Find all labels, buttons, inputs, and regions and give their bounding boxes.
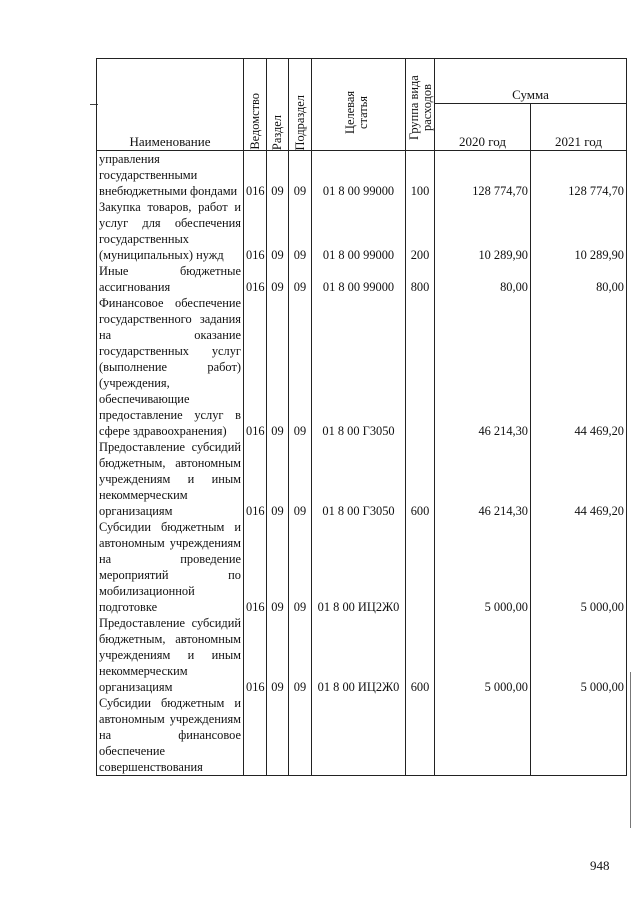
cell-group (406, 519, 435, 615)
cell-target: 01 8 00 ИЦ2Ж0 (312, 615, 406, 695)
cell-podrazdel: 09 (289, 199, 312, 263)
cell-name: Закупка товаров, работ и услуг для обеспечения государственных (муниципальных) нужд (97, 199, 244, 263)
margin-line (630, 672, 631, 828)
cell-sum-2020 (435, 695, 531, 776)
header-group-label: Группа вида расходов (407, 75, 434, 141)
cell-target: 01 8 00 99000 (312, 199, 406, 263)
cell-vedomstvo: 016 (244, 263, 267, 295)
table-row (97, 263, 627, 295)
cell-podrazdel: 09 (289, 295, 312, 439)
cell-target: 01 8 00 99000 (312, 263, 406, 295)
cell-name: Предоставление субсидий бюджетным, автономным учреждениям и иным некоммерческим организациям (97, 615, 244, 695)
cell-sum-2021: 44 469,20 (531, 295, 627, 439)
cell-group: 600 (406, 615, 435, 695)
table-row (97, 151, 627, 200)
table-row (97, 439, 627, 519)
cell-razdel: 09 (267, 151, 289, 200)
table-row (97, 615, 627, 695)
table-body (97, 151, 627, 776)
header-vedomstvo-label: Ведомство (247, 93, 262, 150)
cell-name: Финансовое обеспечение государственного задания на оказание государственных услуг (выполнение работ) (учреждения, обеспечивающие предоставление услуг в сфере здравоохранения) (97, 295, 244, 439)
cell-name: Иные бюджетные ассигнования (97, 263, 244, 295)
cell-razdel: 09 (267, 519, 289, 615)
cell-name: Субсидии бюджетным и автономным учреждениям на финансовое обеспечение совершенствования (97, 695, 244, 776)
cell-target (312, 695, 406, 776)
header-group (406, 59, 435, 151)
cell-podrazdel: 09 (289, 615, 312, 695)
cell-name: Субсидии бюджетным и автономным учреждениям на проведение мероприятий по мобилизационной подготовке (97, 519, 244, 615)
cell-vedomstvo: 016 (244, 151, 267, 200)
cell-sum-2020: 46 214,30 (435, 439, 531, 519)
cell-podrazdel: 09 (289, 263, 312, 295)
cell-target: 01 8 00 Г3050 (312, 439, 406, 519)
cell-sum-2021: 128 774,70 (531, 151, 627, 200)
cell-target: 01 8 00 Г3050 (312, 295, 406, 439)
cell-sum-2020: 5 000,00 (435, 519, 531, 615)
table-row (97, 295, 627, 439)
cell-group (406, 695, 435, 776)
header-vedomstvo (244, 59, 267, 151)
cell-razdel: 09 (267, 199, 289, 263)
cell-vedomstvo (244, 695, 267, 776)
cell-razdel: 09 (267, 263, 289, 295)
budget-table (96, 58, 627, 776)
header-name: Наименование (97, 59, 244, 151)
page-number: 948 (590, 858, 610, 873)
cell-sum-2020: 128 774,70 (435, 151, 531, 200)
table-row (97, 695, 627, 776)
cell-vedomstvo: 016 (244, 199, 267, 263)
cell-vedomstvo: 016 (244, 615, 267, 695)
cell-group: 100 (406, 151, 435, 200)
cell-group (406, 295, 435, 439)
header-podrazdel-label: Подраздел (292, 94, 307, 150)
cell-group: 600 (406, 439, 435, 519)
header-target-label: Целевая статья (342, 90, 370, 134)
cell-group: 800 (406, 263, 435, 295)
header-year-2020: 2020 год (435, 104, 531, 151)
header-year-2021: 2021 год (531, 104, 627, 151)
cell-sum-2021: 80,00 (531, 263, 627, 295)
cell-sum-2021: 44 469,20 (531, 439, 627, 519)
cell-podrazdel: 09 (289, 151, 312, 200)
cell-group: 200 (406, 199, 435, 263)
cell-podrazdel: 09 (289, 519, 312, 615)
table-row (97, 519, 627, 615)
cell-razdel (267, 695, 289, 776)
cell-target: 01 8 00 99000 (312, 151, 406, 200)
header-target (312, 59, 406, 151)
cell-sum-2020: 46 214,30 (435, 295, 531, 439)
cell-name: управления государственными внебюджетными фондами (97, 151, 244, 200)
cell-razdel: 09 (267, 439, 289, 519)
cell-vedomstvo: 016 (244, 295, 267, 439)
cell-razdel: 09 (267, 615, 289, 695)
cell-name: Предоставление субсидий бюджетным, автономным учреждениям и иным некоммерческим организациям (97, 439, 244, 519)
header-razdel-label: Раздел (270, 114, 284, 150)
header-podrazdel (289, 59, 312, 151)
cell-target: 01 8 00 ИЦ2Ж0 (312, 519, 406, 615)
cell-sum-2021: 5 000,00 (531, 519, 627, 615)
cell-sum-2020: 10 289,90 (435, 199, 531, 263)
cell-razdel: 09 (267, 295, 289, 439)
cell-vedomstvo: 016 (244, 439, 267, 519)
table-header (97, 59, 627, 151)
cell-vedomstvo: 016 (244, 519, 267, 615)
cell-podrazdel (289, 695, 312, 776)
cell-sum-2020: 80,00 (435, 263, 531, 295)
header-razdel (267, 59, 289, 151)
cell-sum-2021: 10 289,90 (531, 199, 627, 263)
header-sum: Сумма (435, 59, 627, 104)
table-row (97, 199, 627, 263)
cell-podrazdel: 09 (289, 439, 312, 519)
cell-sum-2021 (531, 695, 627, 776)
cell-sum-2021: 5 000,00 (531, 615, 627, 695)
cell-sum-2020: 5 000,00 (435, 615, 531, 695)
